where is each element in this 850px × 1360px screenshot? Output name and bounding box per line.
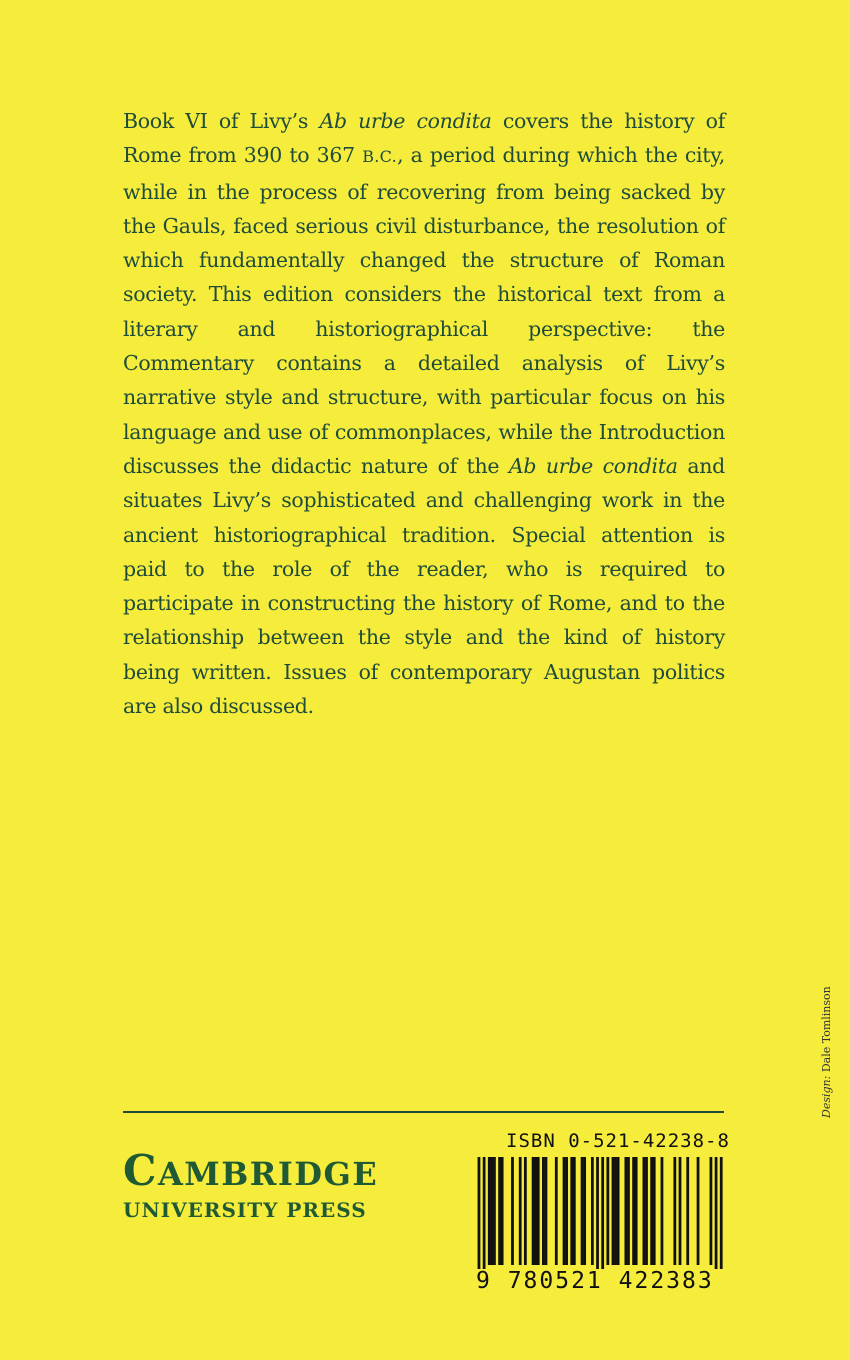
barcode-bar xyxy=(581,1157,584,1265)
barcode-bar xyxy=(650,1157,653,1265)
blurb-text: and situates Livy’s sophisticated and challenging work in the ancient historiographical tradition. Special attention is paid to the role of the reader, who is required to participate in constructing the history of Rome, and to the relationship between the style and the kind of history being written. Issues of contemporary Augustan politics are also discussed. xyxy=(123,453,725,719)
barcode-bar xyxy=(715,1157,718,1269)
barcode-bar xyxy=(498,1157,501,1265)
barcode-bar xyxy=(545,1157,548,1265)
barcode-bar xyxy=(612,1157,615,1265)
barcode-bar xyxy=(488,1157,491,1265)
barcode-bar xyxy=(532,1157,535,1265)
barcode-bar xyxy=(493,1157,496,1265)
blurb-text: , a period during which the city, while in the process of recovering from being sacked by the Gauls, faced serious civil disturbance, the resolution of which fundamentally changed the structure of Roman society. This edition considers the historical text from a literary and historiographical perspective: the Commentary contains a detailed analysis of Livy’s narrative style and structure, with particular focus on his language and use of commonplaces, while the Introduction discusses the didactic nature of the xyxy=(123,143,726,478)
barcode-bar xyxy=(606,1157,609,1265)
barcode-bar xyxy=(524,1157,527,1265)
barcode-bar xyxy=(614,1157,617,1265)
barcode-bar xyxy=(697,1157,700,1265)
barcode-bar xyxy=(679,1157,682,1265)
blurb-title-italic: Ab urbe condita xyxy=(319,109,492,133)
blurb-text: Book VI of Livy’s xyxy=(123,109,320,133)
barcode-bar xyxy=(534,1157,537,1265)
barcode-bar xyxy=(511,1157,514,1265)
barcode-bar xyxy=(645,1157,648,1265)
barcode-bar xyxy=(710,1157,713,1265)
barcode-bar xyxy=(490,1157,493,1265)
barcode-bar xyxy=(720,1157,723,1269)
design-credit-name: Dale Tomlinson xyxy=(820,986,833,1073)
barcode-bar xyxy=(537,1157,540,1265)
barcode-bar xyxy=(519,1157,522,1265)
barcode-bar xyxy=(591,1157,594,1265)
barcode-bar xyxy=(570,1157,573,1265)
divider-rule xyxy=(123,1111,724,1113)
isbn-label: ISBN 0-521-42238-8 xyxy=(506,1130,730,1152)
barcode-bar xyxy=(686,1157,689,1265)
barcode-digits: 9 780521 422383 xyxy=(476,1268,714,1294)
barcode-bar xyxy=(632,1157,635,1265)
barcode-bar xyxy=(635,1157,638,1265)
blurb-title-italic: Ab urbe condita xyxy=(508,453,678,478)
barcode-bar xyxy=(617,1157,620,1265)
barcode-bar xyxy=(653,1157,656,1265)
barcode-bar xyxy=(563,1157,566,1265)
barcode-bar xyxy=(565,1157,568,1265)
barcode-bar xyxy=(501,1157,504,1265)
barcode-bar xyxy=(661,1157,664,1265)
design-credit-label: Design: xyxy=(820,1075,833,1118)
barcode-bar xyxy=(624,1157,627,1265)
barcode-graphic xyxy=(475,1157,725,1269)
publisher-name: CAMBRIDGE xyxy=(123,1146,379,1195)
barcode-bar xyxy=(555,1157,558,1265)
barcode-bar xyxy=(673,1157,676,1265)
barcode-bar xyxy=(573,1157,576,1265)
barcode-bar xyxy=(583,1157,586,1265)
back-cover-blurb xyxy=(123,104,725,723)
blurb-text: covers the history of Rome from 390 to 367 xyxy=(123,109,725,168)
publisher-logo xyxy=(123,1146,379,1222)
barcode-bar xyxy=(483,1157,486,1269)
barcode-bar xyxy=(627,1157,630,1265)
barcode-bar xyxy=(601,1157,604,1269)
barcode-bar xyxy=(596,1157,599,1269)
barcode-bar xyxy=(542,1157,545,1265)
barcode-bar xyxy=(643,1157,646,1265)
design-credit xyxy=(820,986,833,1118)
publisher-subtitle: UNIVERSITY PRESS xyxy=(123,1198,367,1222)
blurb-era: B.C. xyxy=(362,147,398,167)
barcode-bar xyxy=(478,1157,481,1269)
